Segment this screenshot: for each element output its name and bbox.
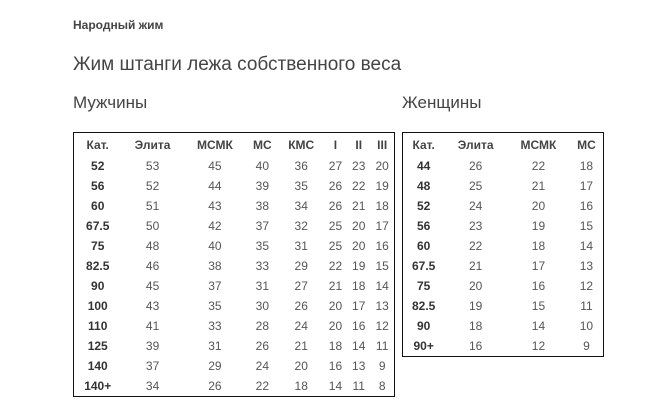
standard-value-cell: 40 [255, 159, 269, 173]
standard-value-cell: 26 [255, 339, 269, 353]
table-row [74, 216, 395, 236]
standard-value-cell: 50 [145, 219, 160, 233]
women-column-header: Элита [457, 138, 494, 152]
standard-value-cell: 20 [352, 239, 366, 253]
weight-category-cell: 90 [91, 279, 105, 293]
standard-value-cell: 18 [469, 319, 483, 333]
weight-category-cell: 75 [416, 279, 431, 293]
standard-value-cell: 11 [352, 379, 365, 393]
women-column-header: МС [577, 138, 596, 152]
standard-value-cell: 18 [328, 339, 343, 353]
standard-value-cell: 46 [145, 259, 160, 273]
women-column-header: Кат. [412, 138, 435, 152]
standard-value-cell: 15 [579, 219, 594, 233]
standard-value-cell: 16 [579, 199, 594, 213]
table-row [74, 176, 395, 196]
standard-value-cell: 14 [531, 319, 546, 333]
men-column-header: МСМК [196, 138, 233, 152]
standard-value-cell: 20 [531, 199, 546, 213]
standard-value-cell: 18 [352, 279, 366, 293]
weight-category-cell: 44 [416, 159, 431, 173]
standard-value-cell: 21 [469, 259, 483, 273]
women-table-body [403, 156, 604, 357]
men-header-row [74, 133, 395, 157]
women-section-title: Женщины [402, 93, 482, 112]
weight-category-cell: 56 [91, 179, 105, 193]
weight-category-cell: 90 [416, 319, 431, 333]
standard-value-cell: 39 [145, 339, 160, 353]
men-column-header: I [333, 138, 338, 152]
standard-value-cell: 12 [579, 279, 594, 293]
men-column-header: II [355, 138, 363, 152]
standard-value-cell: 24 [255, 359, 269, 373]
standard-value-cell: 31 [208, 339, 222, 353]
standard-value-cell: 34 [145, 379, 160, 393]
weight-category-cell: 52 [91, 159, 105, 173]
standard-value-cell: 38 [208, 259, 222, 273]
standard-value-cell: 20 [469, 279, 483, 293]
standard-value-cell: 16 [375, 239, 389, 253]
weight-category-cell: 52 [416, 199, 431, 213]
standard-value-cell: 25 [469, 179, 483, 193]
standard-value-cell: 35 [208, 299, 222, 313]
standard-value-cell: 13 [579, 259, 594, 273]
standard-value-cell: 9 [378, 359, 386, 373]
standard-value-cell: 18 [294, 379, 308, 393]
weight-category-cell: 82.5 [411, 299, 436, 313]
standard-value-cell: 24 [469, 199, 483, 213]
standard-value-cell: 28 [255, 319, 269, 333]
standard-value-cell: 17 [375, 219, 389, 233]
standard-value-cell: 38 [255, 199, 269, 213]
standard-value-cell: 12 [375, 319, 389, 333]
women-standards-table [402, 132, 604, 357]
page-title: Жим штанги лежа собственного веса [73, 54, 402, 75]
table-row [74, 236, 395, 256]
table-row [74, 356, 395, 376]
standard-value-cell: 17 [579, 179, 594, 193]
table-row [74, 296, 395, 316]
standard-value-cell: 16 [352, 319, 366, 333]
standard-value-cell: 52 [145, 179, 160, 193]
standard-value-cell: 51 [145, 199, 160, 213]
standard-value-cell: 44 [208, 179, 222, 193]
table-row [74, 316, 395, 336]
table-row [74, 336, 395, 356]
weight-category-cell: 140 [87, 359, 108, 373]
standard-value-cell: 14 [328, 379, 343, 393]
weight-category-cell: 140+ [84, 379, 112, 393]
standard-value-cell: 15 [375, 259, 389, 273]
men-column-header: МС [252, 138, 272, 152]
table-row [403, 316, 604, 336]
men-column-header: III [377, 138, 388, 152]
weight-category-cell: 82.5 [86, 259, 110, 273]
standard-value-cell: 35 [255, 239, 269, 253]
standard-value-cell: 24 [294, 319, 308, 333]
weight-category-cell: 67.5 [86, 219, 110, 233]
standard-value-cell: 25 [328, 239, 343, 253]
standard-value-cell: 37 [255, 219, 269, 233]
standard-value-cell: 20 [375, 159, 389, 173]
standard-value-cell: 19 [352, 259, 366, 273]
standard-value-cell: 13 [352, 359, 366, 373]
standard-value-cell: 19 [531, 219, 546, 233]
table-row [74, 156, 395, 176]
standard-value-cell: 21 [531, 179, 546, 193]
table-row [403, 336, 604, 357]
table-row [403, 276, 604, 296]
women-header-row [403, 133, 604, 157]
men-section-title: Мужчины [73, 93, 148, 112]
table-row [403, 236, 604, 256]
standard-value-cell: 29 [208, 359, 222, 373]
standard-value-cell: 21 [328, 279, 343, 293]
standard-value-cell: 26 [294, 299, 308, 313]
table-row [403, 156, 604, 176]
standard-value-cell: 33 [255, 259, 269, 273]
table-row [74, 376, 395, 397]
standard-value-cell: 43 [145, 299, 160, 313]
standard-value-cell: 31 [255, 279, 269, 293]
standard-value-cell: 37 [208, 279, 222, 293]
standard-value-cell: 22 [255, 379, 269, 393]
men-column-header: Кат. [86, 138, 109, 152]
weight-category-cell: 125 [87, 339, 108, 353]
standard-value-cell: 14 [375, 279, 389, 293]
standard-value-cell: 11 [580, 299, 593, 313]
standard-value-cell: 29 [294, 259, 308, 273]
standard-value-cell: 18 [579, 159, 594, 173]
standard-value-cell: 16 [531, 279, 546, 293]
standard-value-cell: 45 [208, 159, 222, 173]
men-table-body [74, 156, 395, 397]
standard-value-cell: 45 [145, 279, 160, 293]
standard-value-cell: 37 [145, 359, 160, 373]
standard-value-cell: 26 [328, 179, 343, 193]
standard-value-cell: 26 [328, 199, 343, 213]
standard-value-cell: 23 [469, 219, 483, 233]
standard-value-cell: 31 [294, 239, 308, 253]
standard-value-cell: 19 [375, 179, 389, 193]
standard-value-cell: 8 [378, 379, 386, 393]
men-column-header: Элита [134, 138, 171, 152]
weight-category-cell: 56 [416, 219, 431, 233]
standard-value-cell: 20 [328, 299, 343, 313]
standard-value-cell: 11 [375, 339, 389, 353]
standard-value-cell: 20 [294, 359, 308, 373]
standard-value-cell: 12 [531, 339, 546, 353]
weight-category-cell: 100 [87, 299, 108, 313]
standard-value-cell: 22 [328, 259, 343, 273]
standard-value-cell: 14 [352, 339, 366, 353]
standard-value-cell: 20 [352, 219, 366, 233]
weight-category-cell: 60 [416, 239, 431, 253]
standard-value-cell: 15 [531, 299, 546, 313]
weight-category-cell: 75 [91, 239, 105, 253]
weight-category-cell: 67.5 [411, 259, 436, 273]
men-standards-table [73, 132, 395, 397]
standard-value-cell: 21 [294, 339, 308, 353]
standard-value-cell: 33 [208, 319, 222, 333]
table-row [74, 276, 395, 296]
standard-value-cell: 19 [469, 299, 483, 313]
standard-value-cell: 53 [145, 159, 160, 173]
standard-value-cell: 25 [328, 219, 343, 233]
standard-value-cell: 14 [579, 239, 594, 253]
standard-value-cell: 30 [255, 299, 269, 313]
weight-category-cell: 60 [91, 199, 105, 213]
standard-value-cell: 41 [145, 319, 160, 333]
weight-category-cell: 48 [416, 179, 431, 193]
table-row [403, 296, 604, 316]
table-row [403, 176, 604, 196]
standard-value-cell: 16 [328, 359, 343, 373]
standard-value-cell: 13 [375, 299, 389, 313]
table-row [403, 256, 604, 276]
standard-value-cell: 17 [352, 299, 366, 313]
standard-value-cell: 22 [352, 179, 366, 193]
standard-value-cell: 27 [328, 159, 343, 173]
standard-value-cell: 16 [469, 339, 483, 353]
standard-value-cell: 23 [352, 159, 366, 173]
standard-value-cell: 9 [583, 339, 590, 353]
weight-category-cell: 110 [88, 319, 108, 333]
women-column-header: МСМК [520, 138, 557, 152]
standard-value-cell: 22 [469, 239, 483, 253]
standard-value-cell: 42 [208, 219, 222, 233]
standard-value-cell: 32 [294, 219, 308, 233]
standard-value-cell: 40 [208, 239, 222, 253]
site-brand[interactable]: Народный жим [73, 18, 164, 32]
standard-value-cell: 43 [208, 199, 222, 213]
standard-value-cell: 26 [469, 159, 483, 173]
table-row [403, 216, 604, 236]
standard-value-cell: 22 [531, 159, 546, 173]
standard-value-cell: 26 [208, 379, 222, 393]
standard-value-cell: 36 [294, 159, 308, 173]
standard-value-cell: 34 [294, 199, 308, 213]
standard-value-cell: 18 [531, 239, 546, 253]
standard-value-cell: 20 [328, 319, 343, 333]
standard-value-cell: 10 [579, 319, 594, 333]
standard-value-cell: 18 [375, 199, 389, 213]
standard-value-cell: 17 [531, 259, 546, 273]
table-row [74, 256, 395, 276]
standard-value-cell: 35 [294, 179, 308, 193]
weight-category-cell: 90+ [413, 339, 434, 353]
table-row [403, 196, 604, 216]
standard-value-cell: 27 [294, 279, 308, 293]
standard-value-cell: 21 [352, 199, 366, 213]
table-row [74, 196, 395, 216]
men-column-header: КМС [288, 138, 315, 152]
standard-value-cell: 39 [255, 179, 269, 193]
standard-value-cell: 48 [145, 239, 160, 253]
